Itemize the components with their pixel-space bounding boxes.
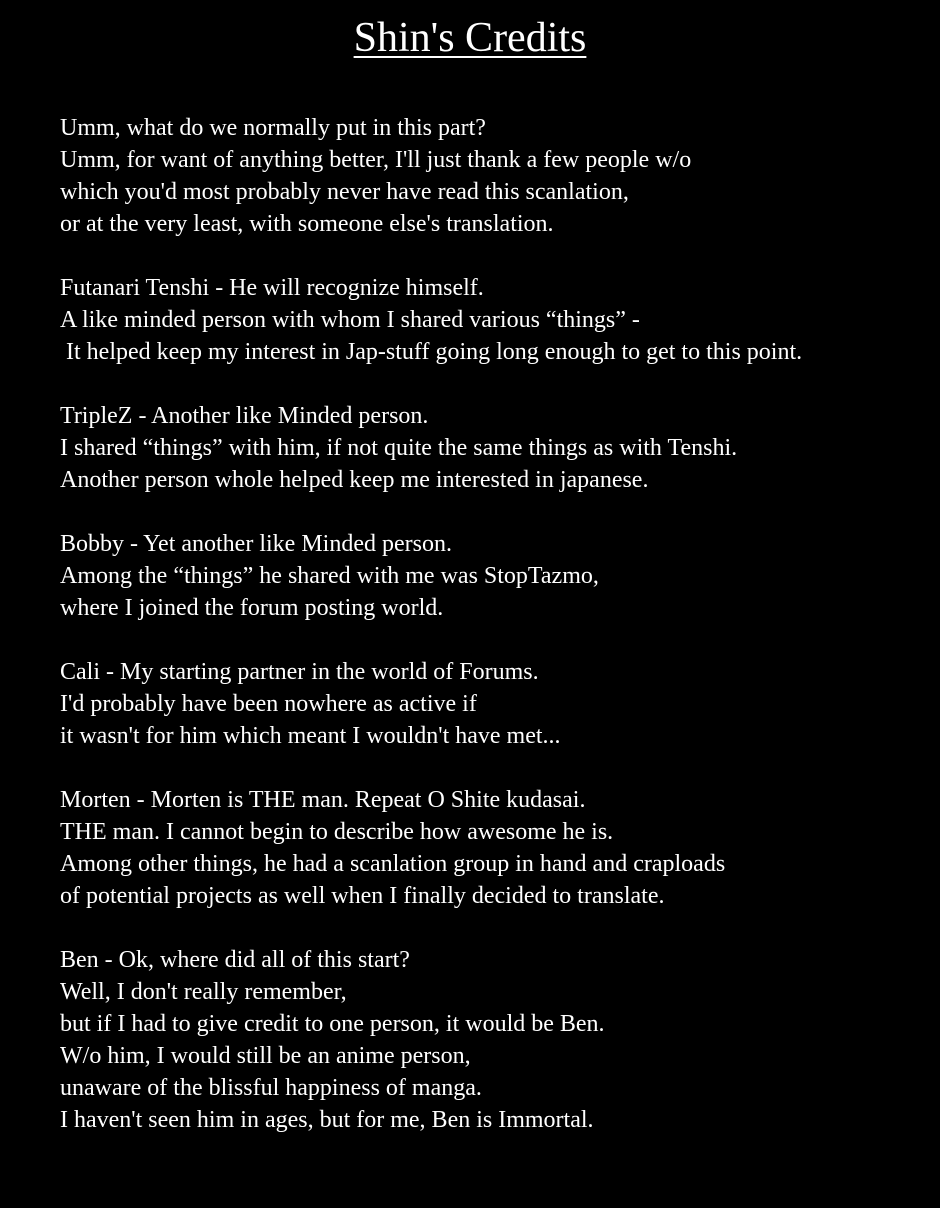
paragraph-morten <box>60 784 930 912</box>
text-line: Among the “things” he shared with me was StopTazmo, <box>60 563 599 589</box>
text-line: I'd probably have been nowhere as active if <box>60 691 477 717</box>
text-line: W/o him, I would still be an anime person, <box>60 1043 471 1069</box>
paragraph-futanari-tenshi <box>60 272 930 368</box>
text-line: Umm, what do we normally put in this part? <box>60 115 486 141</box>
text-line: Futanari Tenshi - He will recognize himself. <box>60 275 484 301</box>
text-line: I shared “things” with him, if not quite the same things as with Tenshi. <box>60 435 738 461</box>
text-line: but if I had to give credit to one person, it would be Ben. <box>60 1011 605 1037</box>
paragraph-ben <box>60 944 930 1136</box>
text-line: THE man. I cannot begin to describe how awesome he is. <box>60 819 614 845</box>
text-line: I haven't seen him in ages, but for me, Ben is Immortal. <box>60 1107 594 1133</box>
text-line: Well, I don't really remember, <box>60 979 347 1005</box>
text-line: Bobby - Yet another like Minded person. <box>60 531 452 557</box>
text-line: which you'd most probably never have read this scanlation, <box>60 179 629 205</box>
page-title <box>0 12 940 64</box>
text-line: where I joined the forum posting world. <box>60 595 444 621</box>
text-line: It helped keep my interest in Jap-stuff going long enough to get to this point. <box>60 339 803 365</box>
text-line: Among other things, he had a scanlation group in hand and craploads <box>60 851 726 877</box>
paragraph-bobby <box>60 528 930 624</box>
text-line: it wasn't for him which meant I wouldn't have met... <box>60 723 561 749</box>
paragraph-cali <box>60 656 930 752</box>
text-line: TripleZ - Another like Minded person. <box>60 403 429 429</box>
text-line: unaware of the blissful happiness of manga. <box>60 1075 482 1101</box>
text-line: Umm, for want of anything better, I'll just thank a few people w/o <box>60 147 692 173</box>
text-line: Morten - Morten is THE man. Repeat O Shite kudasai. <box>60 787 586 813</box>
paragraph-intro <box>60 112 930 240</box>
text-line: A like minded person with whom I shared various “things” - <box>60 307 640 333</box>
paragraph-triplez <box>60 400 930 496</box>
page-title-text: Shin's Credits <box>353 15 587 61</box>
text-line: Ben - Ok, where did all of this start? <box>60 947 410 973</box>
text-line: Cali - My starting partner in the world of Forums. <box>60 659 539 685</box>
text-line: Another person whole helped keep me interested in japanese. <box>60 467 649 493</box>
text-line: or at the very least, with someone else's translation. <box>60 211 554 237</box>
text-line: of potential projects as well when I finally decided to translate. <box>60 883 665 909</box>
credits-body <box>60 112 930 1168</box>
